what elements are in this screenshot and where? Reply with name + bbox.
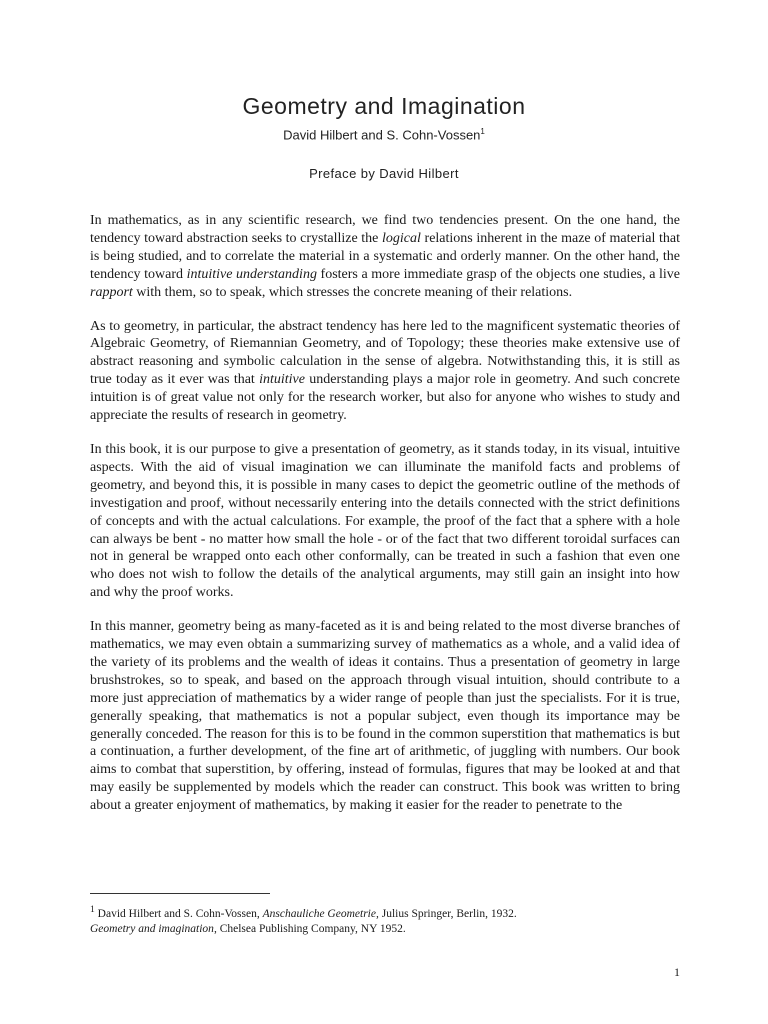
italic-run: logical [382,230,421,246]
page-number: 1 [674,965,680,979]
authors-text: David Hilbert and S. Cohn-Vossen [283,127,481,143]
footnote [90,902,680,937]
paragraph-2 [90,318,680,425]
italic-run: Anschauliche Geometrie, [262,907,379,920]
italic-run: intuitive [259,372,305,388]
text-run: , Chelsea Publishing Company, NY 1952. [213,922,406,935]
text-run: As to geometry, in particular, the abstract tendency has here led to the magnificent systematic theories of Algebraic Geometry, of Riemannian Geometry, and of Topology; these theories make extensive use of abstract reasoning and symbolic calculation in the sense of algebra. Notwithstanding this, it is still as true today as it ever was that [90,318,680,388]
text-run: David Hilbert and S. Cohn-Vossen, [94,907,263,920]
text-run: Julius Springer, Berlin, 1932. [378,907,517,920]
italic-run: rapport [90,284,133,300]
authors-line [0,127,768,142]
paragraph-4: In this manner, geometry being as many-faceted as it is and being related to the most diverse branches of mathematics, we may even obtain a summarizing survey of mathematics as a whole, and a valid idea of the variety of its problems and the wealth of ideas it contains. Thus a presentation of geometry in large brushstrokes, so to speak, and based on the approach through visual intuition, should contribute to a more just appreciation of mathematics by a wider range of people than just the specialists. For it is true, generally speaking, that mathematics is not a popular subject, even though its importance may be generally conceded. The reason for this is to be found in the common superstition that mathematics is but a continuation, a further development, of the fine art of arithmetic, of juggling with numbers. Our book aims to combat that superstition, by offering, instead of formulas, figures that may be looked at and that may easily be supplemented by models which the reader can construct. This book was written to bring about a greater enjoyment of mathematics, by making it easier for the reader to penetrate to the [90,619,680,814]
preface-line: Preface by David Hilbert [309,166,459,181]
body-text [90,212,680,831]
text-run: fosters a more immediate grasp of the objects one studies, a live [316,266,680,282]
text-run: understanding plays a major role in geometry. And such concrete intuition is of great value not only for the research worker, but also for anyone who wishes to study and appreciate the results of research in geometry. [90,372,680,424]
paragraph-3: In this book, it is our purpose to give a presentation of geometry, as it stands today, in its visual, intuitive aspects. With the aid of visual imagination we can illuminate the manifold facts and problems of geometry, and beyond this, it is possible in many cases to depict the geometric outline of the methods of investigation and proof, without necessarily entering into the details connected with the strict definitions of concepts and with the actual calculations. For example, the proof of the fact that a sphere with a hole can always be bent - no matter how small the hole - or of the fact that two different toroidal surfaces can not in general be wrapped onto each other conformally, can be treated in such a fashion that even one who does not wish to follow the details of the analytical arguments, may still gain an insight into how and why the proof works. [90,441,680,601]
text-run: relations inherent in the maze of material that is being studied, and to correlate the material in a systematic and orderly manner. On the other hand, the tendency toward [90,230,681,282]
document-title: Geometry and Imagination [242,93,526,119]
footnote-divider [90,893,270,894]
text-run: with them, so to speak, which stresses the concrete meaning of their relations. [132,284,573,300]
paragraph-1 [90,212,680,302]
italic-run: intuitive understanding [186,266,317,282]
footnote-marker: 1 [90,904,95,915]
footnote-ref[interactable]: 1 [480,127,485,136]
text-run: In mathematics, as in any scientific research, we find two tendencies present. On the one hand, the tendency toward abstraction seeks to crystallize the [90,213,680,246]
italic-run: Geometry and imagination [90,922,214,935]
